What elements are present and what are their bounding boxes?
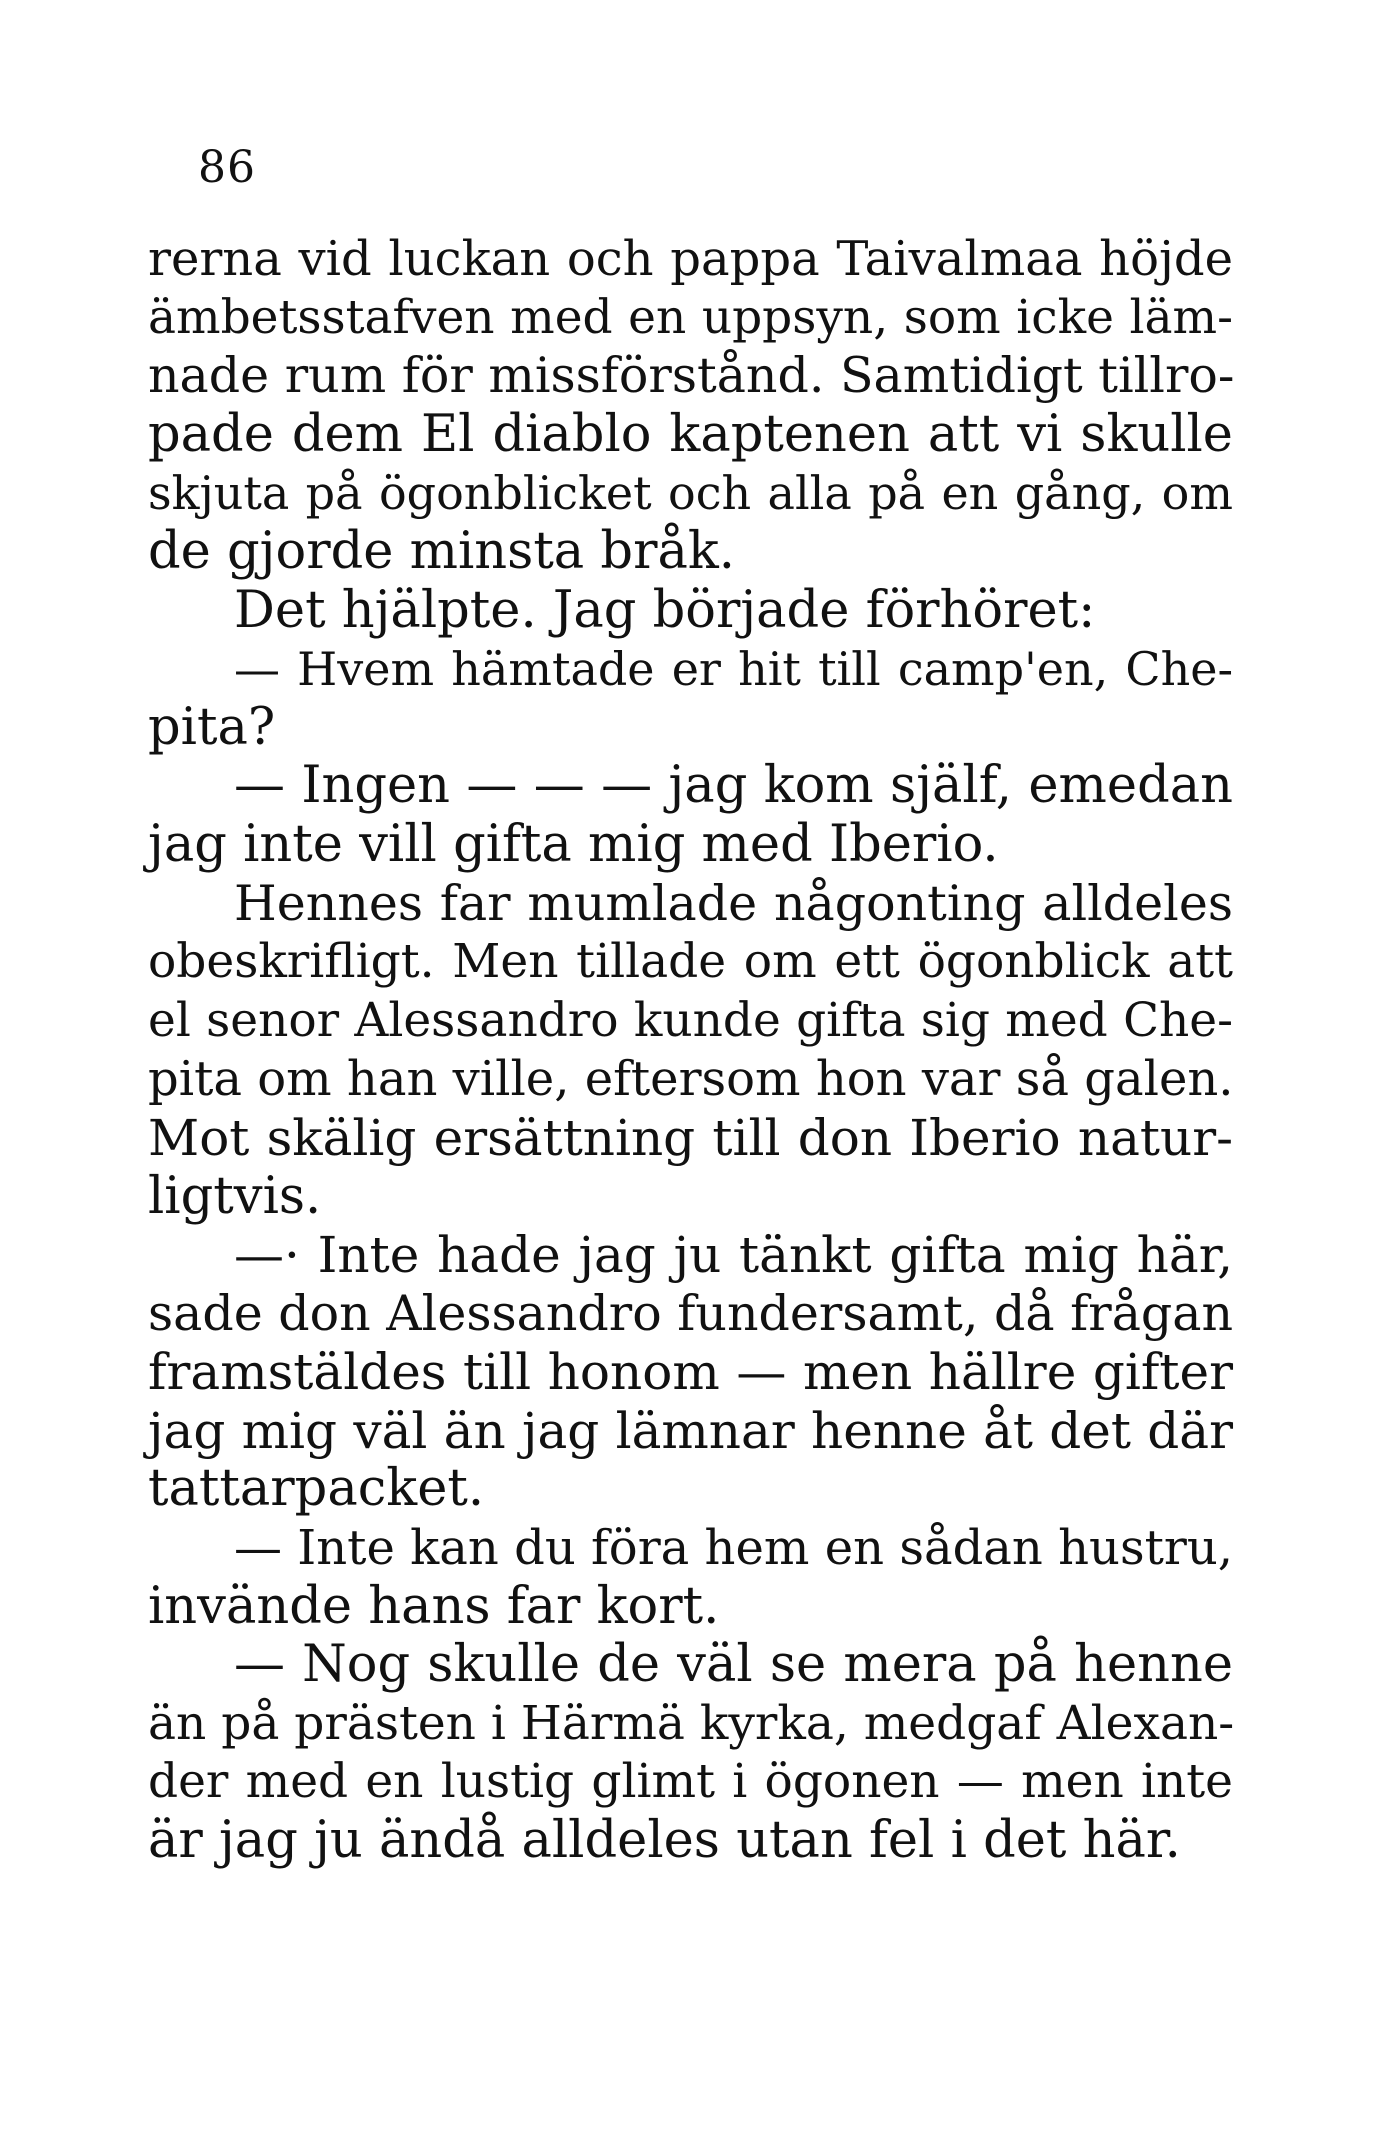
text-line: pade dem El diablo kaptenen att vi skulle bbox=[148, 404, 1233, 464]
text-line: — Ingen — — — jag kom själf, emedan bbox=[234, 756, 1233, 816]
text-line: än på prästen i Härmä kyrka, medgaf Alexan- bbox=[148, 1695, 1235, 1751]
page-number: 86 bbox=[198, 142, 256, 193]
text-line: — Hvem hämtade er hit till camp'en, Che- bbox=[234, 642, 1233, 697]
text-line: de gjorde minsta bråk. bbox=[148, 521, 735, 581]
text-line: nade rum för missförstånd. Samtidigt tillro- bbox=[148, 347, 1235, 405]
text-line: obeskrifligt. Men tillade om ett ögonblick att bbox=[148, 934, 1233, 990]
text-line: Mot skälig ersättning till don Iberio natur- bbox=[148, 1108, 1233, 1167]
text-line: pita om han ville, eftersom hon var så galen. bbox=[148, 1051, 1234, 1108]
text-line: — Nog skulle de väl se mera på henne bbox=[234, 1635, 1233, 1695]
text-line: invände hans far kort. bbox=[148, 1576, 720, 1636]
text-line: ligtvis. bbox=[148, 1166, 322, 1226]
text-line: framstäldes till honom — men hällre gifter bbox=[148, 1343, 1233, 1402]
text-line: rerna vid luckan och pappa Taivalmaa höjde bbox=[148, 231, 1233, 287]
text-line: Hennes far mumlade någonting alldeles bbox=[234, 874, 1233, 932]
text-line: der med en lustig glimt i ögonen — men inte bbox=[148, 1754, 1233, 1810]
text-line: —· Inte hade jag ju tänkt gifta mig här, bbox=[234, 1226, 1233, 1285]
body-text bbox=[148, 230, 1233, 1871]
text-line: är jag ju ändå alldeles utan fel i det här. bbox=[148, 1811, 1181, 1871]
text-line: skjuta på ögonblicket och alla på en gång, om bbox=[148, 466, 1233, 521]
text-line: Det hjälpte. Jag började förhöret: bbox=[234, 580, 1096, 640]
text-line: sade don Alessandro fundersamt, då frågan bbox=[148, 1284, 1234, 1342]
text-line: jag mig väl än jag lämnar henne åt det där bbox=[148, 1401, 1233, 1460]
text-line: tattarpacket. bbox=[148, 1459, 485, 1519]
text-line: — Inte kan du föra hem en sådan hustru, bbox=[234, 1520, 1233, 1577]
text-line: el senor Alessandro kunde gifta sig med Che- bbox=[148, 992, 1233, 1048]
text-line: ämbetsstafven med en uppsyn, som icke läm- bbox=[148, 289, 1233, 345]
text-line: jag inte vill gifta mig med Iberio. bbox=[148, 814, 999, 874]
text-line: pita? bbox=[148, 697, 276, 757]
